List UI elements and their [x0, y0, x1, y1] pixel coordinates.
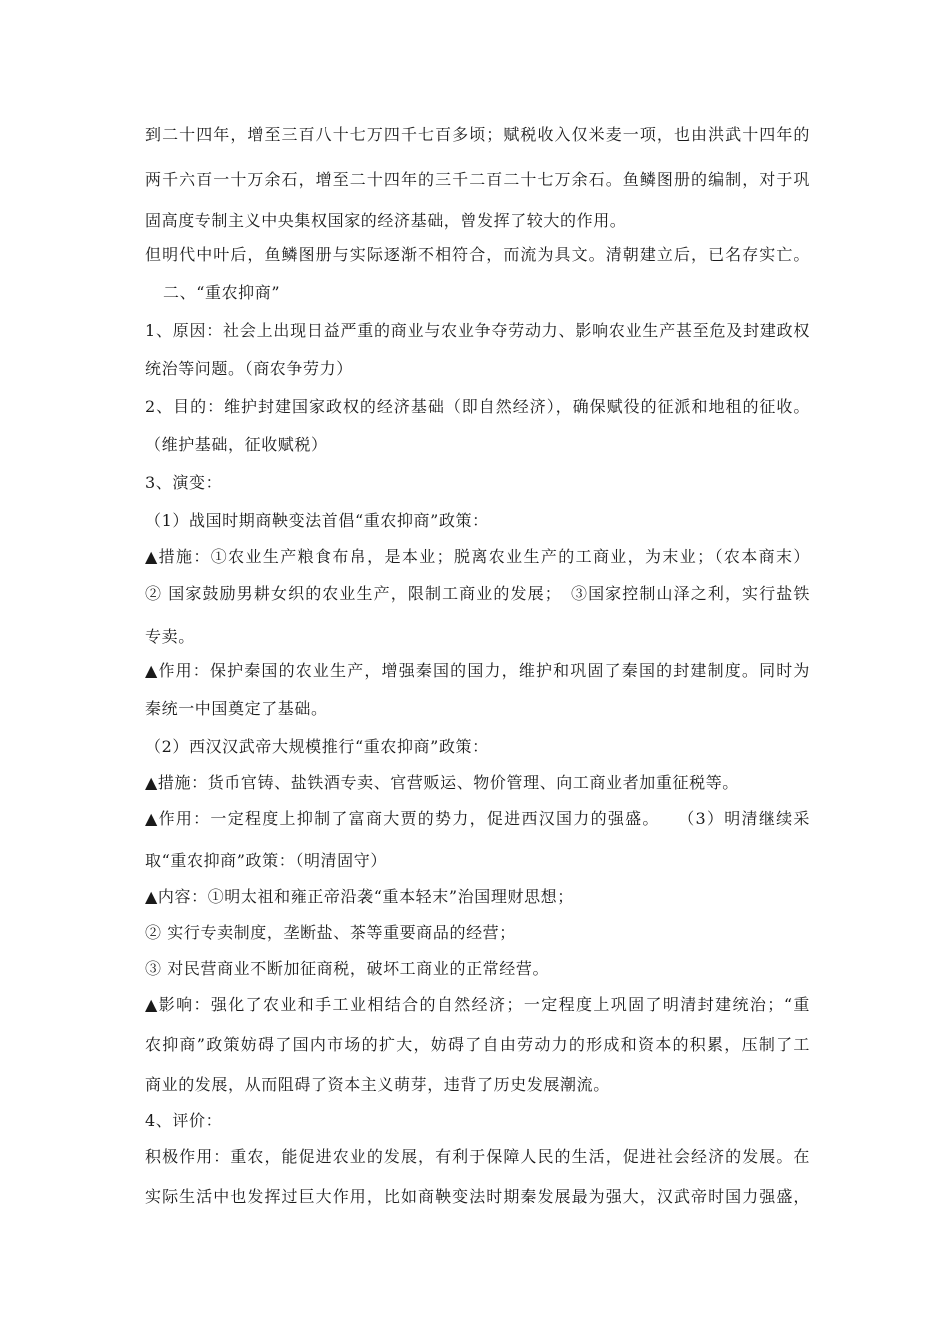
paragraph-line: ▲作用：一定程度上抑制了富商大贾的势力，促进西汉国力的强盛。 （3）明清继续采 [145, 809, 810, 828]
paragraph-line: 农抑商”政策妨碍了国内市场的扩大，妨碍了自由劳动力的形成和资本的积累，压制了工 [145, 1035, 810, 1054]
paragraph-line: ③ 对民营商业不断加征商税，破坏工商业的正常经营。 [145, 959, 550, 978]
paragraph-line: 到二十四年，增至三百八十七万四千七百多顷；赋税收入仅米麦一项，也由洪武十四年的 [145, 125, 810, 144]
paragraph-line: 两千六百一十万余石，增至二十四年的三千二百二十七万余石。鱼鳞图册的编制，对于巩 [145, 170, 810, 189]
paragraph-line: 3、演变： [145, 473, 223, 492]
paragraph-line: ▲内容：①明太祖和雍正帝沿袭“重本轻末”治国理财思想； [145, 887, 574, 906]
paragraph-line: 积极作用：重农，能促进农业的发展，有利于保障人民的生活，促进社会经济的发展。在 [145, 1147, 810, 1166]
paragraph-line: 实际生活中也发挥过巨大作用，比如商鞅变法时期秦发展最为强大，汉武帝时国力强盛， [145, 1187, 810, 1206]
sub-heading: （2）西汉汉武帝大规模推行“重农抑商”政策： [145, 737, 489, 756]
paragraph-line: 统治等问题。（商农争劳力） [145, 359, 353, 378]
paragraph-line: 秦统一中国奠定了基础。 [145, 699, 328, 718]
sub-heading: （1）战国时期商鞅变法首倡“重农抑商”政策： [145, 511, 489, 530]
paragraph-line: 1、原因：社会上出现日益严重的商业与农业争夺劳动力、影响农业生产甚至危及封建政权 [145, 321, 810, 340]
paragraph-line: ▲作用：保护秦国的农业生产，增强秦国的国力，维护和巩固了秦国的封建制度。同时为 [145, 661, 810, 680]
section-heading: 二、“重农抑商” [163, 283, 281, 302]
sub-heading: 4、评价： [145, 1111, 223, 1130]
paragraph-line: 商业的发展，从而阻碍了资本主义萌芽，违背了历史发展潮流。 [145, 1075, 610, 1094]
paragraph-line: ② 实行专卖制度，垄断盐、茶等重要商品的经营； [145, 923, 516, 942]
paragraph-line: 专卖。 [145, 627, 195, 646]
paragraph-line: 取“重农抑商”政策：（明清固守） [145, 851, 387, 870]
paragraph-line: （维护基础，征收赋税） [145, 435, 328, 454]
paragraph-line: ▲措施：①农业生产粮食布帛，是本业；脱离农业生产的工商业，为末业；（农本商末） [145, 547, 810, 566]
paragraph-line: 固高度专制主义中央集权国家的经济基础，曾发挥了较大的作用。 [145, 211, 627, 230]
paragraph-line: 2、目的：维护封建国家政权的经济基础（即自然经济），确保赋役的征派和地租的征收。 [145, 397, 810, 416]
paragraph-line: ② 国家鼓励男耕女织的农业生产，限制工商业的发展； ③国家控制山泽之利，实行盐铁 [145, 584, 810, 603]
paragraph-line: ▲影响：强化了农业和手工业相结合的自然经济；一定程度上巩固了明清封建统治；“重 [145, 995, 810, 1014]
paragraph-line: ▲措施：货币官铸、盐铁酒专卖、官营贩运、物价管理、向工商业者加重征税等。 [145, 773, 739, 792]
paragraph-line: 但明代中叶后，鱼鳞图册与实际逐渐不相符合，而流为具文。清朝建立后，已名存实亡。 [145, 245, 810, 264]
